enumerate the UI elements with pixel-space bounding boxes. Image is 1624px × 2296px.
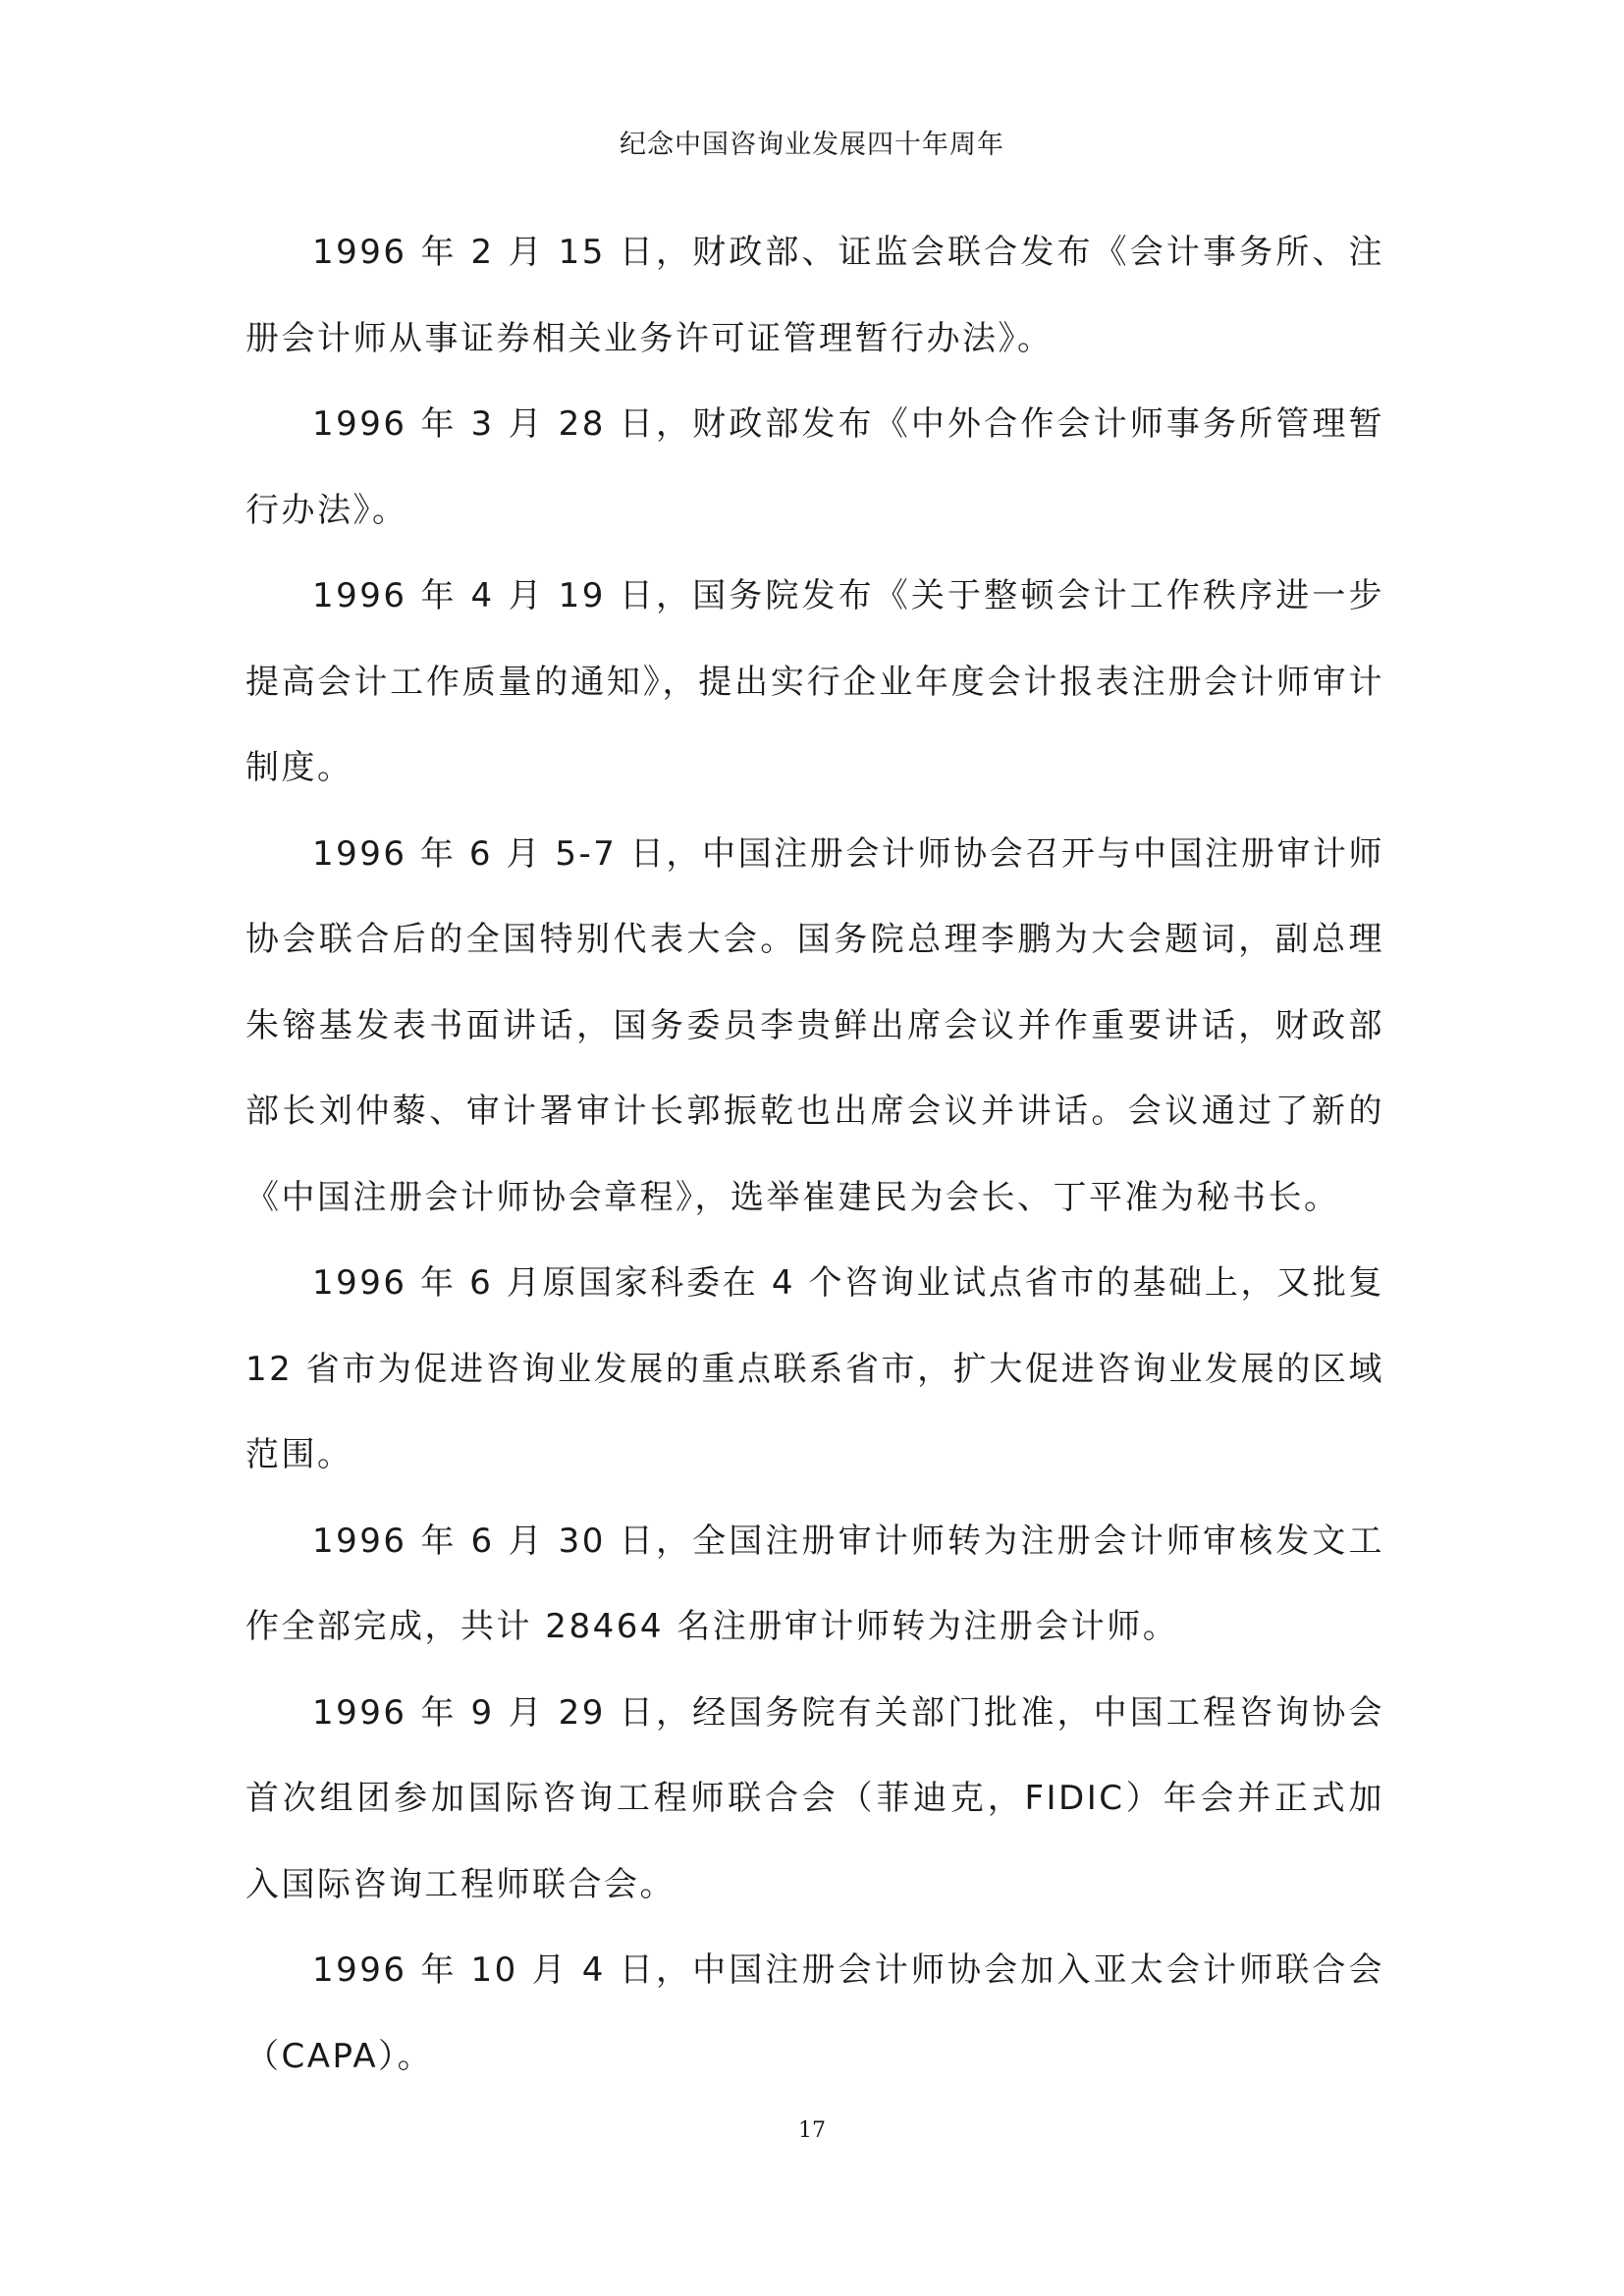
page-number: 17 (798, 2118, 826, 2143)
page-header: 纪念中国咨询业发展四十年周年 (620, 130, 1004, 160)
paragraph: 1996 年 9 月 29 日，经国务院有关部门批准，中国工程咨询协会首次组团参加国际咨询工程师联合会（菲迪克，FIDIC）年会并正式加入国际咨询工程师联合会。 (245, 1692, 1384, 1904)
paragraph: 1996 年 10 月 4 日，中国注册会计师协会加入亚太会计师联合会（CAPA）。 (245, 1950, 1384, 2076)
paragraph: 1996 年 6 月原国家科委在 4 个咨询业试点省市的基础上，又批复 12 省市为促进咨询业发展的重点联系省市，扩大促进咨询业发展的区域范围。 (245, 1263, 1384, 1474)
paragraph: 1996 年 4 月 19 日，国务院发布《关于整顿会计工作秩序进一步提高会计工作质量的通知》，提出实行企业年度会计报表注册会计师审计制度。 (245, 576, 1384, 787)
paragraph: 1996 年 6 月 5-7 日，中国注册会计师协会召开与中国注册审计师协会联合后的全国特别代表大会。国务院总理李鹏为大会题词，副总理朱镕基发表书面讲话，国务委员李贵鲜出席会议并作重要讲话，财政部部长刘仲藜、审计署审计长郭振乾也出席会议并讲话。会议通过了新的《中国注册会计师协会章程》，选举崔建民为会长、丁平准为秘书长。 (245, 833, 1384, 1217)
paragraph: 1996 年 3 月 28 日，财政部发布《中外合作会计师事务所管理暂行办法》。 (245, 404, 1384, 530)
paragraph: 1996 年 6 月 30 日，全国注册审计师转为注册会计师审核发文工作全部完成，共计 28464 名注册审计师转为注册会计师。 (245, 1521, 1384, 1646)
document-body (245, 210, 1384, 2100)
paragraph: 1996 年 2 月 15 日，财政部、证监会联合发布《会计事务所、注册会计师从事证券相关业务许可证管理暂行办法》。 (245, 233, 1384, 358)
